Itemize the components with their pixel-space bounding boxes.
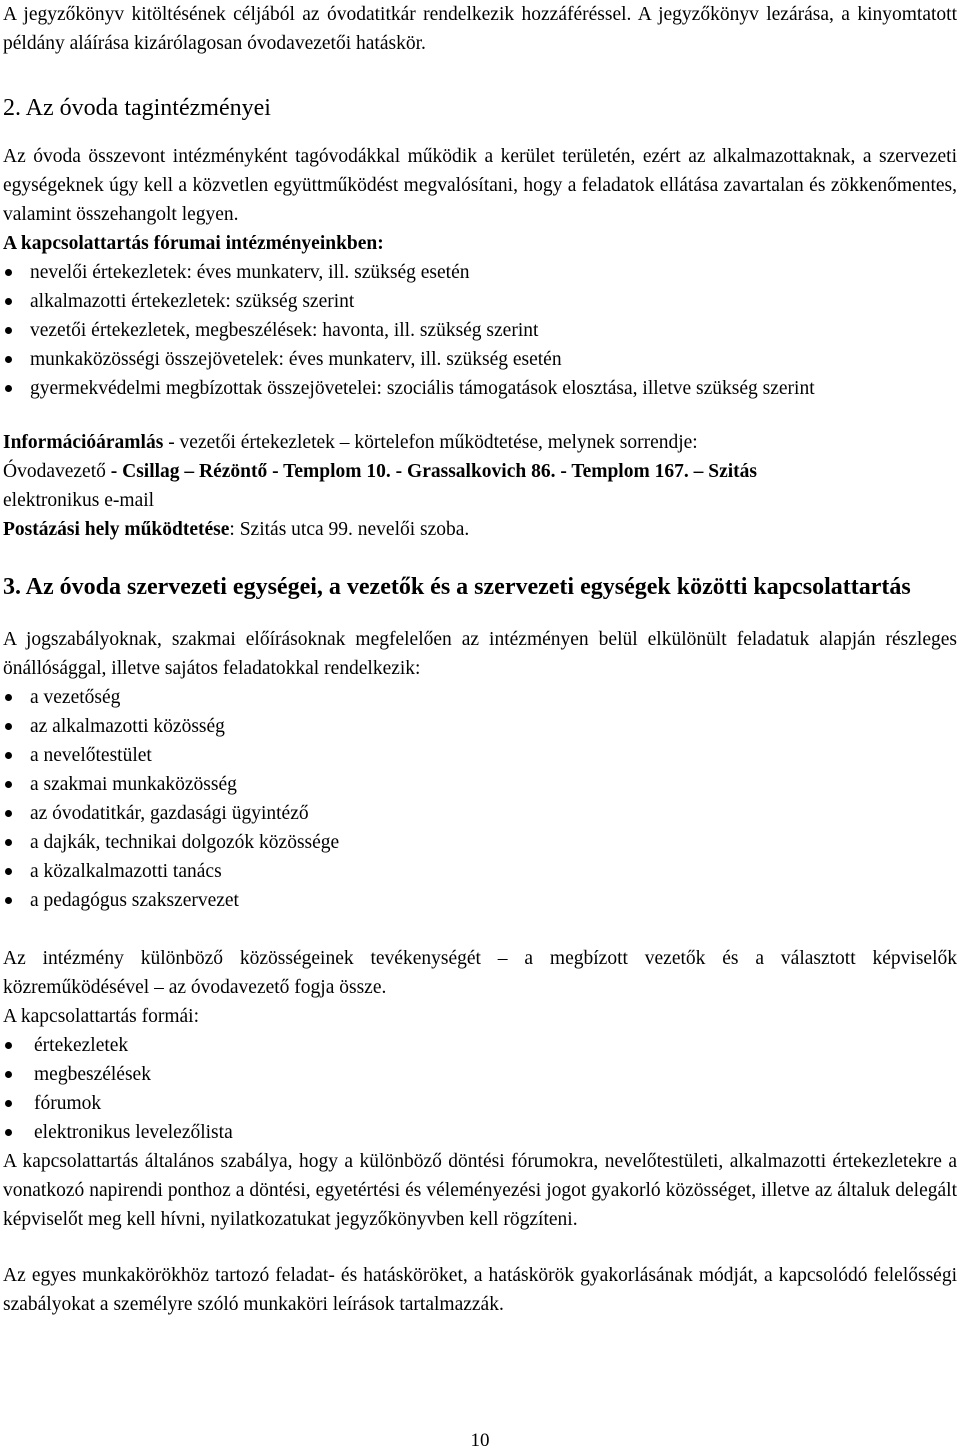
list-item — [3, 287, 957, 316]
bullet-icon — [5, 723, 12, 730]
forums-title — [3, 229, 957, 258]
section-3-paragraph-3: A kapcsolattartás általános szabálya, hogy a különböző döntési fórumokra, nevelőtestületi, alkalmazotti értekezletekre a vonatkozó napirendi ponthoz a döntési, egyetértési és véleményezési jogot gyakorló közösséget, illetve az általuk delegált képviselőt meg kell hívni, nyilatkozatukat jegyzőkönyvben kell rögzíteni. — [3, 1151, 957, 1230]
phone-chain-line — [3, 457, 957, 486]
mail-place-label: Postázási hely működtetése — [3, 519, 230, 540]
list-item-text: az alkalmazotti közösség — [30, 716, 225, 737]
bullet-icon — [5, 694, 12, 701]
document-page — [3, 0, 957, 1319]
bullet-icon — [5, 1100, 12, 1107]
list-item-text: a szakmai munkaközösség — [30, 774, 237, 795]
list-item-text: a dajkák, technikai dolgozók közössége — [30, 832, 340, 853]
list-item-text: gyermekvédelmi megbízottak összejövetelei: szociális támogatások elosztása, illetve szükség szerint — [30, 378, 815, 399]
list-item — [3, 345, 957, 374]
mail-place-text: : Szitás utca 99. nevelői szoba. — [229, 519, 470, 540]
bullet-icon — [5, 839, 12, 846]
bullet-icon — [5, 752, 12, 759]
bullet-icon — [5, 1071, 12, 1078]
info-flow-text: - vezetői értekezletek – körtelefon működtetése, melynek sorrendje: — [163, 432, 698, 453]
list-item — [3, 316, 957, 345]
list-item — [3, 712, 957, 741]
mail-place-line — [3, 515, 957, 544]
info-flow-label: Információáramlás — [3, 432, 164, 453]
list-item — [3, 741, 957, 770]
bullet-icon — [5, 298, 12, 305]
section-3-heading: 3. Az óvoda szervezeti egységei, a vezetők és a szervezeti egységek közötti kapcsolattartás — [3, 574, 911, 600]
list-item — [3, 258, 957, 287]
bullet-icon — [5, 327, 12, 334]
section-3-paragraph: A jogszabályoknak, szakmai előírásoknak megfelelően az intézményen belül elkülönült feladatuk alapján részleges önállósággal, illetve sajátos feladatokkal rendelkezik: — [3, 629, 957, 679]
list-item — [3, 1118, 957, 1147]
list-item — [3, 828, 957, 857]
forums-list — [3, 258, 957, 403]
list-item-text: fórumok — [34, 1093, 102, 1114]
email-line: elektronikus e-mail — [3, 490, 155, 511]
list-item-text: a pedagógus szakszervezet — [30, 890, 239, 911]
bullet-icon — [5, 781, 12, 788]
forms-title: A kapcsolattartás formái: — [3, 1006, 200, 1027]
intro-paragraph: A jegyzőkönyv kitöltésének céljából az óvodatitkár rendelkezik hozzáféréssel. A jegyzőkönyv lezárása, a kinyomtatott példány aláírása kizárólagosan óvodavezetői hatáskör. — [3, 4, 957, 54]
list-item — [3, 374, 957, 403]
bullet-icon — [5, 868, 12, 875]
units-list — [3, 683, 957, 915]
list-item — [3, 1089, 957, 1118]
list-item-text: a vezetőség — [30, 687, 121, 708]
list-item — [3, 799, 957, 828]
section-3-paragraph-2: Az intézmény különböző közösségeinek tevékenységét – a megbízott vezetők és a választott képviselők közreműködésével – az óvodavezető fogja össze. — [3, 948, 957, 998]
list-item-text: alkalmazotti értekezletek: szükség szerint — [30, 291, 355, 312]
list-item — [3, 886, 957, 915]
list-item — [3, 1031, 957, 1060]
list-item-text: elektronikus levelezőlista — [34, 1122, 233, 1143]
forums-title-text: A kapcsolattartás fórumai intézményeinkben: — [3, 233, 384, 254]
list-item — [3, 1060, 957, 1089]
list-item — [3, 683, 957, 712]
list-item-text: a nevelőtestület — [30, 745, 152, 766]
list-item-text: nevelői értekezletek: éves munkaterv, ill. szükség esetén — [30, 262, 470, 283]
list-item-text: munkaközösségi összejövetelek: éves munkaterv, ill. szükség esetén — [30, 349, 562, 370]
phone-chain-start: Óvodavezető — [3, 461, 106, 482]
bullet-icon — [5, 897, 12, 904]
list-item-text: megbeszélések — [34, 1064, 151, 1085]
list-item-text: az óvodatitkár, gazdasági ügyintéző — [30, 803, 309, 824]
list-item-text: értekezletek — [34, 1035, 129, 1056]
phone-chain-order: - Csillag – Rézöntő - Templom 10. - Grassalkovich 86. - Templom 167. – Szitás — [105, 461, 757, 482]
bullet-icon — [5, 356, 12, 363]
page-number: 10 — [470, 1430, 490, 1451]
section-2-heading: 2. Az óvoda tagintézményei — [3, 95, 271, 121]
list-item — [3, 770, 957, 799]
info-flow-line — [3, 428, 957, 457]
bullet-icon — [5, 1042, 12, 1049]
section-3-paragraph-4: Az egyes munkakörökhöz tartozó feladat- és hatásköröket, a hatáskörök gyakorlásának módját, a kapcsolódó felelősségi szabályokat a személyre szóló munkaköri leírások tartalmazzák. — [3, 1265, 957, 1315]
forms-list — [3, 1031, 957, 1147]
section-2-paragraph: Az óvoda összevont intézményként tagóvodákkal működik a kerület területén, ezért az alkalmazottaknak, a szervezeti egységeknek úgy kell a közvetlen együttműködést megvalósítani, hogy a feladatok ellátása zavartalan és zökkenőmentes, valamint összehangolt legyen. — [3, 146, 957, 225]
bullet-icon — [5, 269, 12, 276]
bullet-icon — [5, 1129, 12, 1136]
list-item — [3, 857, 957, 886]
list-item-text: a közalkalmazotti tanács — [30, 861, 222, 882]
list-item-text: vezetői értekezletek, megbeszélések: havonta, ill. szükség szerint — [30, 320, 539, 341]
bullet-icon — [5, 810, 12, 817]
bullet-icon — [5, 385, 12, 392]
